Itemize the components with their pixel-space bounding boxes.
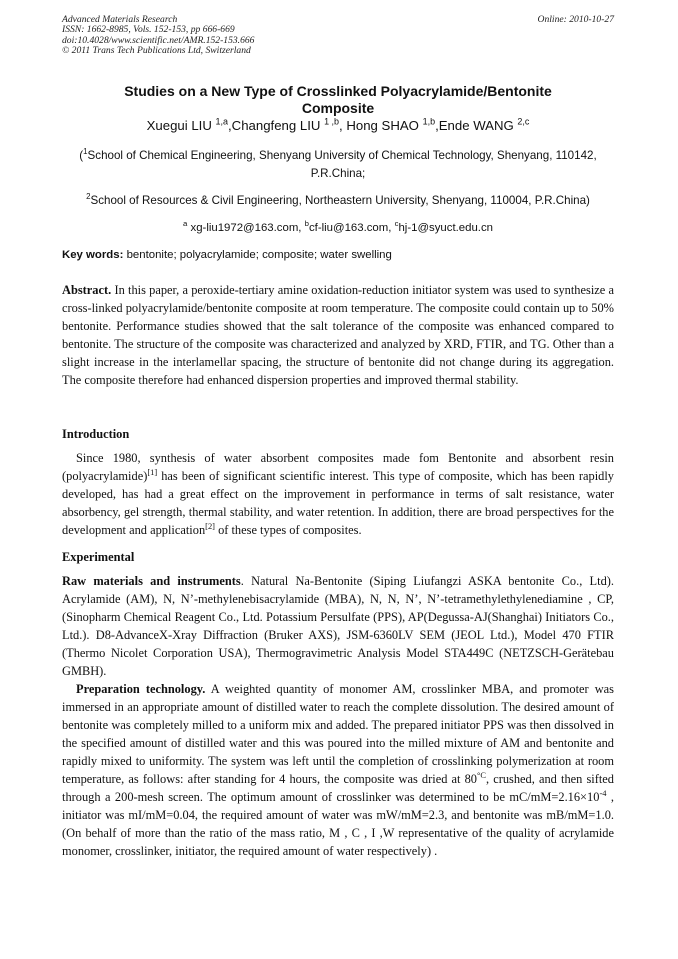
intro-text: has been of significant scientific interest. This type of composite, which has been rapidly developed, has had a great effect on the improvement in performance in terms of salt resistance, water absorbency, gel strength, thermal stability, and water retention. In addition, there are broad perspectives for the development and application	[62, 469, 614, 537]
raw-materials-text: . Natural Na-Bentonite (Siping Liufangzi ASKA bentonite Co., Ltd). Acrylamide (AM), N, N’-methylenebisacrylamide (MBA), N, N, N’, N’-tetramethylethylenediamine , CP, (Sinopharm Chemical Reagent Co., Ltd. Potassium Persulfate (PPS), AP(Degussa-AJ(Shanghai) Initiators Co., Ltd.). D8-AdvanceX-Xray Diffraction (Bruker AXS), JSM-6360LV SEM (JEOL Ltd.), Model 470 FTIR (Thermo Nicolet Corporation USA), Thermogravimetric Analysis Model STA449C (NETZSCH-Gerätebau GMBH).	[62, 574, 614, 678]
introduction-heading: Introduction	[62, 427, 130, 441]
keywords-label: Key words:	[62, 249, 124, 261]
copyright-line: © 2011 Trans Tech Publications Ltd, Switzerland	[62, 45, 251, 57]
preparation-text: , initiator was mI/mM=0.04, the required amount of water was mW/mM=2.3, and bentonite was mB/mM=1.0. (On behalf of more than the ratio of the mass ratio, M , C , I ,W representative of the quality of acrylamide monomer, crosslinker, initiator, the required amount of water respectively) .	[62, 790, 614, 858]
experimental-body	[62, 572, 614, 860]
intro-text: Since 1980, synthesis of water absorbent composites made fom Bentonite and absorbent resin (polyacrylamide)	[62, 451, 614, 483]
affiliation-text: School of Chemical Engineering, Shenyang University of Chemical Technology, Shenyang, 110142, P.R.China;	[87, 149, 597, 180]
affiliation-paren: (	[79, 149, 84, 162]
preparation-label: Preparation technology.	[76, 682, 206, 696]
title-line-1: Studies on a New Type of Crosslinked Polyacrylamide/Bentonite	[124, 83, 552, 99]
intro-text: of these types of composites.	[214, 523, 362, 537]
degree-symbol: °C	[476, 769, 486, 780]
paper-title	[62, 83, 614, 117]
citation-ref: [1]	[147, 466, 158, 477]
author-name: ,Ende WANG	[435, 118, 518, 133]
abstract-label: Abstract.	[62, 283, 112, 297]
author-affil-mark: 1 ,b	[324, 116, 340, 127]
author-list	[62, 118, 614, 134]
raw-materials-label: Raw materials and instruments	[62, 574, 241, 588]
author-name: , Hong SHAO	[339, 118, 423, 133]
journal-name: Advanced Materials Research	[62, 14, 178, 25]
affiliation-1	[62, 147, 614, 183]
doi-line: doi:10.4028/www.scientific.net/AMR.152-153.666	[62, 34, 255, 46]
author-name: Xuegui LIU	[146, 118, 216, 133]
keywords	[62, 247, 614, 263]
email-address: cf-liu@163.com,	[308, 222, 395, 234]
exponent: -4	[599, 787, 607, 798]
preparation-text: A weighted quantity of monomer AM, crosslinker MBA, and promoter was immersed in an appropriate amount of distilled water to reach the complete dissolution. The desired amount of bentonite was completely milled to a uniform mix and added. The prepared initiator PPS was then dissolved in the specified amount of distilled water and this was poured into the milled mixture of AM and bentonite and rapidly mixed to uniformity. The system was left until the completion of crosslinking polymerization at room temperature, as follows: after standing for 4 hours, the composite was dried at 80	[62, 682, 614, 786]
author-affil-mark: 1,a	[215, 116, 229, 127]
affiliation-text: School of Resources & Civil Engineering, Northeastern University, Shenyang, 110004, P.R.China)	[90, 194, 590, 207]
preparation-text: , crushed, and then sifted through a 200-mesh screen. The optimum amount of crosslinker was determined to be mC/mM=2.16×10	[62, 772, 614, 804]
author-name: ,Changfeng LIU	[228, 118, 325, 133]
email-address: xg-liu1972@163.com,	[187, 222, 305, 234]
email-mark: c	[394, 219, 399, 229]
affiliation-2	[62, 192, 614, 210]
introduction-body	[62, 449, 614, 539]
title-line-2: Composite	[301, 100, 375, 116]
email-mark: b	[304, 219, 309, 229]
affiliation-mark: 2	[86, 192, 91, 202]
keywords-text: bentonite; polyacrylamide; composite; water swelling	[123, 249, 392, 261]
author-emails	[62, 220, 614, 236]
abstract	[62, 281, 614, 389]
experimental-heading: Experimental	[62, 550, 135, 564]
author-affil-mark: 2,c	[517, 116, 530, 127]
journal-header	[62, 15, 254, 57]
issn-line: ISSN: 1662-8985, Vols. 152-153, pp 666-669	[62, 24, 235, 36]
email-mark: a	[183, 219, 188, 229]
citation-ref: [2]	[205, 520, 215, 531]
abstract-text: In this paper, a peroxide-tertiary amine oxidation-reduction initiator system was used to synthesize a cross-linked polyacrylamide/bentonite composite at room temperature. The composite could contain up to 50% bentonite. Performance studies showed that the salt tolerance of the composite was enhanced compared to bentonite. The structure of the composite was characterized and analyzed by XRD, FTIR, and TG. Other than a slight increase in the interlamellar spacing, the structure of bentonite did not change during its aggregation. The composite therefore had enhanced dispersion properties and improved thermal stability.	[62, 283, 614, 387]
affiliation-mark: 1	[83, 147, 88, 157]
online-date: Online: 2010-10-27	[537, 14, 614, 25]
author-affil-mark: 1,b	[422, 116, 436, 127]
email-address: hj-1@syuct.edu.cn	[398, 222, 493, 234]
